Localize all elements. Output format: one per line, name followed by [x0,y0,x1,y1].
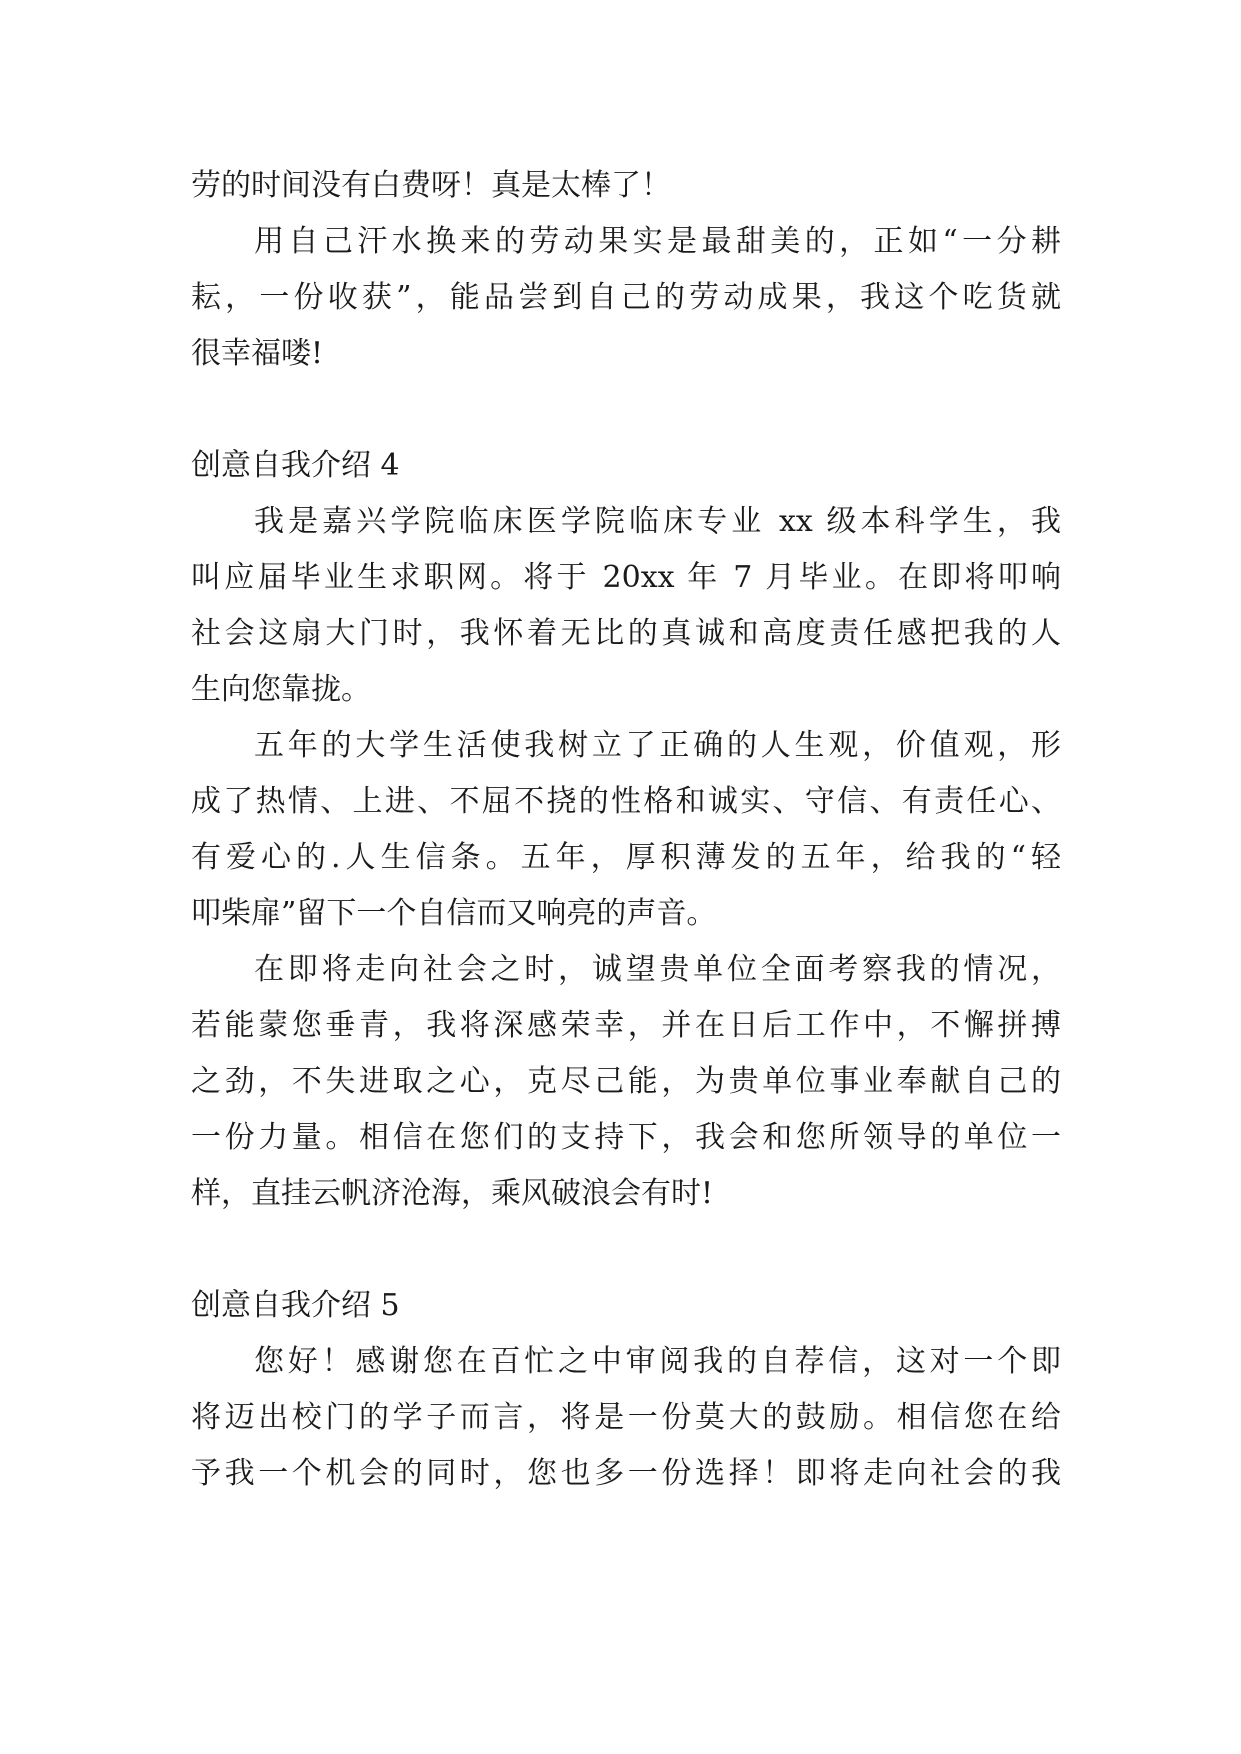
text-line-6: 我是嘉兴学院临床医学院临床专业 xx 级本科学生，我 [254,504,1061,539]
text-line-8: 社会这扇大门时，我怀着无比的真诚和高度责任感把我的人 [191,616,1061,651]
text-line-22: 予我一个机会的同时，您也多一份选择！即将走向社会的我 [191,1456,1061,1491]
text-line-4: 很幸福喽! [191,336,324,371]
text-line-10: 五年的大学生活使我树立了正确的人生观，价值观，形 [254,728,1061,763]
text-line-7: 叫应届毕业生求职网。将于 20xx 年 7 月毕业。在即将叩响 [191,560,1061,595]
section-heading-4: 创意自我介绍 4 [191,448,400,483]
text-line-20: 您好！感谢您在百忙之中审阅我的自荐信，这对一个即 [254,1344,1061,1379]
text-line-21: 将迈出校门的学子而言，将是一份莫大的鼓励。相信您在给 [191,1400,1061,1435]
text-line-1: 劳的时间没有白费呀！真是太棒了！ [191,168,671,203]
text-line-14: 在即将走向社会之时，诚望贵单位全面考察我的情况， [254,952,1061,987]
text-line-16: 之劲，不失进取之心，克尽己能，为贵单位事业奉献自己的 [191,1064,1061,1099]
text-line-3: 耘，一份收获”，能品尝到自己的劳动成果，我这个吃货就 [191,280,1061,315]
text-line-9: 生向您靠拢。 [191,672,371,707]
text-line-11: 成了热情、上进、不屈不挠的性格和诚实、守信、有责任心、 [191,784,1061,819]
text-line-2: 用自己汗水换来的劳动果实是最甜美的，正如“一分耕 [254,224,1061,259]
text-line-13: 叩柴扉”留下一个自信而又响亮的声音。 [191,896,717,931]
text-line-15: 若能蒙您垂青，我将深感荣幸，并在日后工作中，不懈拼搏 [191,1008,1061,1043]
section-heading-5: 创意自我介绍 5 [191,1288,400,1323]
text-line-12: 有爱心的.人生信条。五年，厚积薄发的五年，给我的“轻 [191,840,1061,875]
text-line-17: 一份力量。相信在您们的支持下，我会和您所领导的单位一 [191,1120,1061,1155]
text-line-18: 样，直挂云帆济沧海，乘风破浪会有时! [191,1176,714,1211]
